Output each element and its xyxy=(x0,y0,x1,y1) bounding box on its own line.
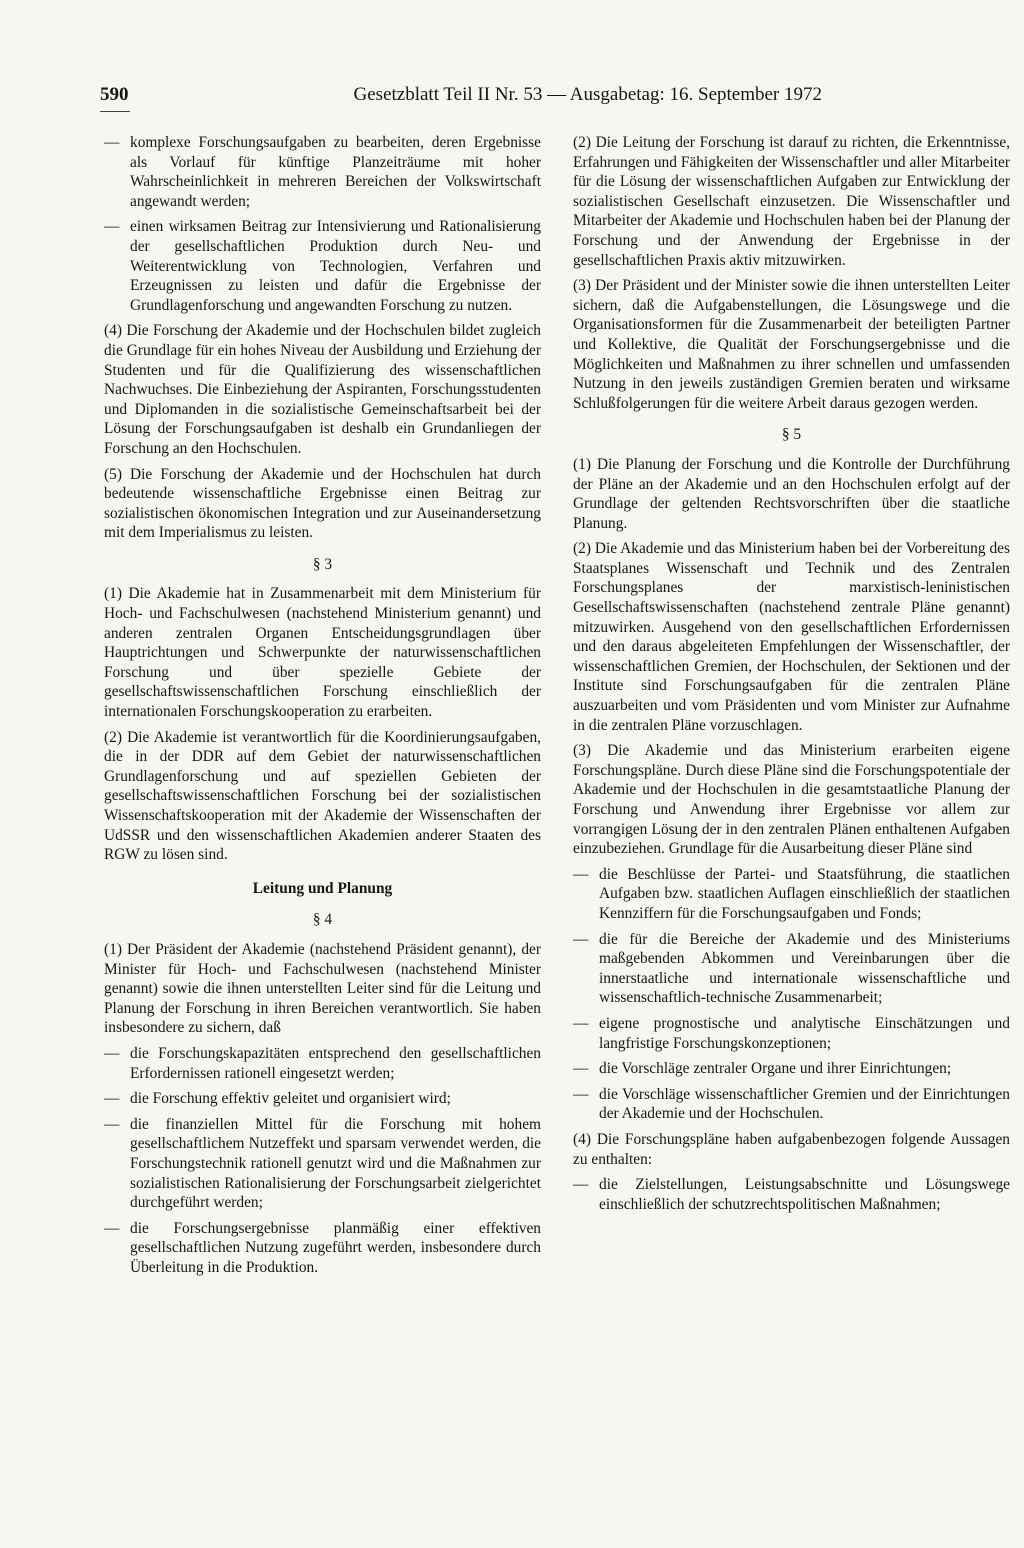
paragraph-4-2: (2) Die Leitung der Forschung ist darauf zu richten, die Erkenntnisse, Erfahrungen und Fähigkeiten der Wissenschaftler und aller Mitarbeiter für die Lösung der wissenschaftlichen Aufgaben zur Entwicklung der sozialistischen Gesellschaft einzusetzen. Die Wissenschaftler und Mitarbeiter der Akademie und Hochschulen haben bei der Planung der Forschung und der Anwendung der Ergebnisse in der gesellschaftlichen Praxis aktiv mitzuwirken. xyxy=(573,134,1010,269)
section-4-heading: § 4 xyxy=(312,911,333,929)
paragraph-5-4: (4) Die Forschungspläne haben aufgabenbezogen folgende Aussagen zu enthalten: xyxy=(573,1130,1010,1168)
right-column xyxy=(573,133,1010,1220)
paragraph-2-4: (4) Die Forschung der Akademie und der Hochschulen bildet zugleich die Grundlage für ein hohes Niveau der Ausbildung und Erziehung der Studenten und für die Qualifizierung des wissenschaftlichen Nachwuchses. Die Einbeziehung der Aspiranten, Forschungsstudenten und Diplomanden in die sozialistische Gemeinschaftsarbeit bei der Lösung der Forschungsaufgaben ist deshalb ein Grundanliegen der Forschung an den Hochschulen. xyxy=(104,322,541,457)
list-item-text: die Vorschläge wissenschaftlicher Gremien und der Einrichtungen der Akademie und der Hochschulen. xyxy=(599,1085,1010,1123)
subheading-leitung-planung: Leitung und Planung xyxy=(252,879,393,897)
dash-marker: — xyxy=(104,1219,120,1237)
paragraph-4-1: (1) Der Präsident der Akademie (nachstehend Präsident genannt), der Minister für Hoch- und Fachschulwesen (nachstehend Minister genannt) sowie die ihnen unterstellten Leiter sind für die Leitung und Planung der Forschung in ihren Bereichen verantwortlich. Sie haben insbesondere zu sichern, daß xyxy=(104,940,541,1037)
paragraph-5-2: (2) Die Akademie und das Ministerium haben bei der Vorbereitung des Staatsplanes Wissenschaft und Technik und des Zentralen Forschungsplanes der marxistisch-leninistischen Gesellschaftswissenschaften (nachstehend zentrale Pläne genannt) mitzuwirken. Ausgehend von den gesellschaftlichen Erfordernissen und den daraus abgeleiteten Empfehlungen der Wissenschaftler, der wissenschaftlichen Gremien, der Hochschulen, der Sektionen und der Institute sind Forschungsaufgaben für die zentralen Pläne auszuarbeiten und vom Präsidenten und vom Minister zur Aufnahme in die zentralen Pläne vorzuschlagen. xyxy=(573,540,1010,734)
page-number: 590 xyxy=(100,84,129,105)
section-3-heading: § 3 xyxy=(312,555,333,573)
dash-marker: — xyxy=(104,1090,120,1108)
list-item xyxy=(104,1089,541,1109)
paragraph-3-1: (1) Die Akademie hat in Zusammenarbeit mit dem Ministerium für Hoch- und Fachschulwesen (nachstehend Ministerium genannt) und anderen zentralen Organen Entscheidungsgrundlagen über Hauptrichtungen und Schwerpunkte der naturwissenschaftlichen Forschung und über spezielle Gebiete der gesellschaftswissenschaftlichen Forschung einschließlich der internationalen Forschungskooperation zu erarbeiten. xyxy=(104,585,541,721)
header-rule xyxy=(100,111,130,112)
list-item-text: die finanziellen Mittel für die Forschung mit hohem gesellschaftlichem Nutzeffekt und sparsam verwendet werden, die Forschungstechnik rationell genutzt wird und die Maßnahmen zur sozialistischen Rationalisierung der Forschungsarbeit zielgerichtet durchgeführt werden; xyxy=(130,1115,541,1212)
paragraph-4-3: (3) Der Präsident und der Minister sowie die ihnen unterstellten Leiter sichern, daß die Aufgabenstellungen, die Lösungswege und die Organisationsformen für die Zusammenarbeit der beteiligten Partner und Kollektive, die Qualität der Forschungsergebnisse und die Möglichkeiten und Maßnahmen zu ihrer schnellen und umfassenden Nutzung in den jeweils zuständigen Gremien beraten und wirksame Schlußfolgerungen für die weitere Arbeit daraus gezogen werden. xyxy=(573,277,1010,412)
left-column xyxy=(104,133,541,1283)
running-title: Gesetzblatt Teil II Nr. 53 — Ausgabetag: 16. September 1972 xyxy=(353,84,822,105)
list-item xyxy=(104,1115,541,1213)
paragraph-2-5: (5) Die Forschung der Akademie und der Hochschulen hat durch bedeutende wissenschaftliche Ergebnisse einen Beitrag zur sozialistischen ökonomischen Integration und zur Auseinandersetzung mit dem Imperialismus zu leisten. xyxy=(104,465,541,542)
list-item xyxy=(573,1059,1010,1079)
list-item xyxy=(573,1014,1010,1053)
paragraph-5-3: (3) Die Akademie und das Ministerium erarbeiten eigene Forschungspläne. Durch diese Pläne sind die Forschungspotentiale der Akademie und der Hochschulen in die gesamtstaatliche Planung der Forschung und Anwendung ihrer Ergebnisse vor allem zur vorrangigen Lösung der in den zentralen Plänen enthaltenen Aufgaben einzubeziehen. Grundlage für die Ausarbeitung dieser Pläne sind xyxy=(573,742,1010,858)
list-item xyxy=(104,133,541,211)
list-item xyxy=(104,1219,541,1278)
list-item-text: die Forschungsergebnisse planmäßig einer effektiven gesellschaftlichen Nutzung zugeführt werden, insbesondere durch Überleitung in die Produktion. xyxy=(130,1219,541,1276)
dash-marker: — xyxy=(573,1014,589,1032)
list-item-text: die Forschung effektiv geleitet und organisiert wird; xyxy=(130,1090,451,1108)
list-item-text: eigene prognostische und analytische Einschätzungen und langfristige Forschungskonzeptionen; xyxy=(599,1014,1010,1052)
dash-marker: — xyxy=(104,218,120,236)
list-item xyxy=(104,217,541,315)
section-5-heading: § 5 xyxy=(781,426,802,444)
list-item-text: die Forschungskapazitäten entsprechend den gesellschaftlichen Erfordernissen rationell eingesetzt werden; xyxy=(130,1044,541,1082)
paragraph-5-1: (1) Die Planung der Forschung und die Kontrolle der Durchführung der Pläne an der Akademie und an den Hochschulen erfolgt auf der Grundlage der geltenden Rechtsvorschriften über die staatliche Planung. xyxy=(573,455,1010,532)
list-item xyxy=(573,930,1010,1008)
list-item-text: die Zielstellungen, Leistungsabschnitte und Lösungswege einschließlich der schutzrechtspolitischen Maßnahmen; xyxy=(599,1176,1010,1213)
list-item-text: die für die Bereiche der Akademie und des Ministeriums maßgebenden Abkommen und Vereinbarungen über die innerstaatliche und internationale wissenschaftliche und wissenschaftlich-technische Zusammenarbeit; xyxy=(599,930,1010,1007)
list-item-text: komplexe Forschungsaufgaben zu bearbeiten, deren Ergebnisse als Vorlauf für künftige Planzeiträume mit hoher Wahrscheinlichkeit in mehreren Bereichen der Volkswirtschaft angewandt werden; xyxy=(130,134,541,210)
dash-marker: — xyxy=(104,1044,120,1062)
list-item-text: die Beschlüsse der Partei- und Staatsführung, die staatlichen Aufgaben bzw. staatlichen Auflagen einschließlich der staatlichen Kennziffern für die Forschungsaufgaben und Fonds; xyxy=(599,865,1010,922)
dash-marker: — xyxy=(573,1085,589,1103)
list-item xyxy=(573,865,1010,924)
dash-marker: — xyxy=(573,1060,589,1078)
dash-marker: — xyxy=(573,930,589,948)
list-item-text: einen wirksamen Beitrag zur Intensivierung und Rationalisierung der gesellschaftlichen Produktion durch Neu- und Weiterentwicklung von Technologien, Verfahren und Erzeugnissen zu leisten und dafür die Ergebnisse der Grundlagenforschung und angewandten Forschung zu nutzen. xyxy=(130,218,541,314)
list-item xyxy=(573,1085,1010,1124)
dash-marker: — xyxy=(104,134,120,151)
list-item xyxy=(104,1044,541,1083)
dash-marker: — xyxy=(573,865,589,883)
list-item xyxy=(573,1175,1010,1214)
page-header xyxy=(100,84,822,114)
dash-marker: — xyxy=(104,1115,120,1133)
paragraph-3-2: (2) Die Akademie ist verantwortlich für die Koordinierungsaufgaben, die in der DDR auf dem Gebiet der naturwissenschaftlichen Grundlagenforschung und auf speziellen Gebieten der gesellschaftswissenschaftlichen Forschung bei der sozialistischen Wissenschaftskooperation mit der Akademie der Wissenschaften der UdSSR und den wissenschaftlichen Akademien anderer Staaten des RGW zu lösen sind. xyxy=(104,728,541,864)
dash-marker: — xyxy=(573,1176,589,1194)
list-item-text: die Vorschläge zentraler Organe und ihrer Einrichtungen; xyxy=(599,1060,952,1078)
